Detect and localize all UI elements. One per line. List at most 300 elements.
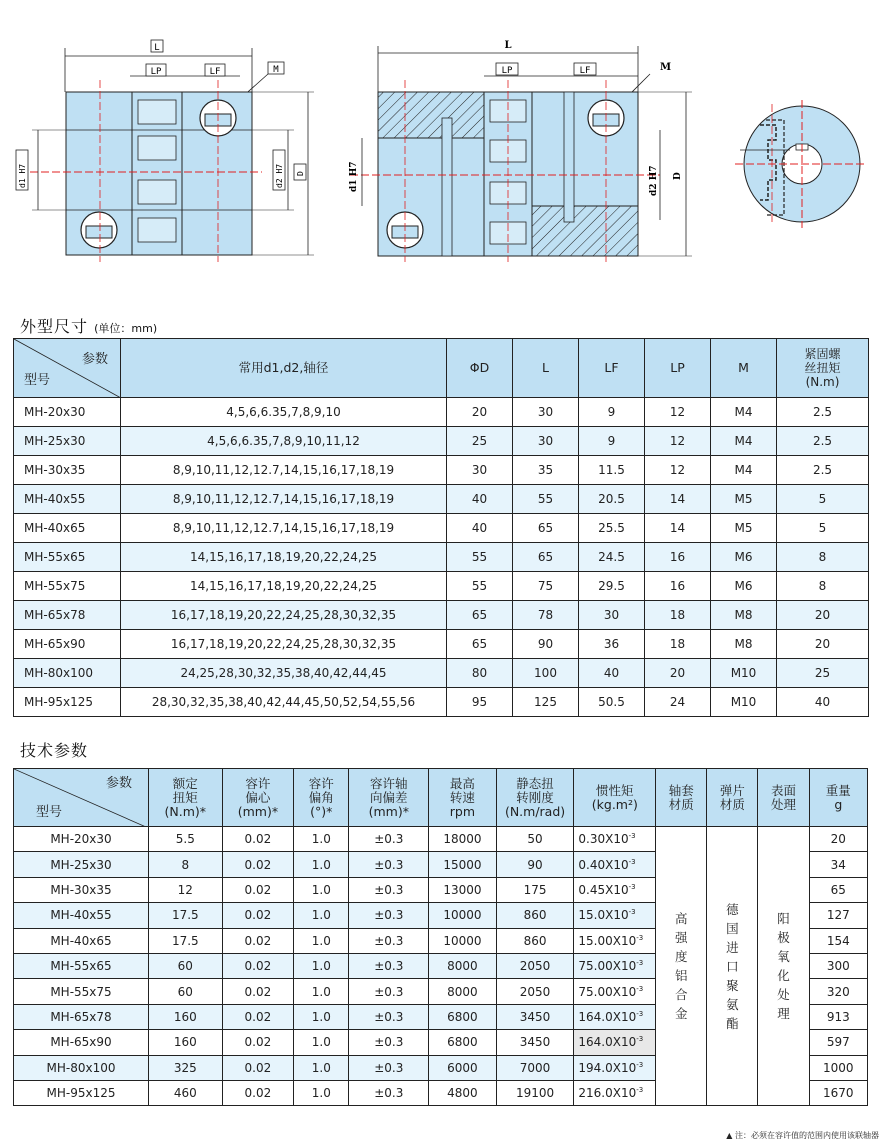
cell-rpm: 10000 [429,903,497,928]
header-line: 材质 [719,796,745,812]
cell-torque: 325 [149,1055,223,1080]
inertia-value: 0.40X10 [578,857,629,872]
cell-inertia [574,953,656,978]
tech-title: 技术参数 [20,741,89,760]
cell-ecc: 0.02 [222,928,294,953]
cell-model: MH-20x30 [14,827,149,852]
cell-weight: 913 [809,1004,867,1029]
header-line: 重量 [825,782,851,798]
header-line: 偏角 [308,789,334,805]
header-angle [294,769,349,827]
cell-D: 30 [447,456,513,485]
cell-ecc: 0.02 [222,903,294,928]
cell-model: MH-80x100 [14,1055,149,1080]
cell-rpm: 8000 [429,979,497,1004]
header-line: 静态扭 [516,775,554,791]
cell-model: MH-20x30 [14,398,121,427]
header-stiffness [496,769,574,827]
inertia-value: 75.00X10 [578,959,637,974]
header-hub-material [656,769,707,827]
cell-ang: 1.0 [294,827,349,852]
cell-model: MH-30x35 [14,877,149,902]
header-line: 惯性矩 [596,782,634,798]
cell-bore: 24,25,28,30,32,35,38,40,42,44,45 [121,659,447,688]
cell-model: MH-55x75 [14,572,121,601]
header-line: 容许轴 [370,775,408,791]
spider-material [707,827,758,1106]
cell-D: 40 [447,514,513,543]
cell-model: MH-25x30 [14,427,121,456]
header-line: 材质 [668,796,694,812]
table-row [14,427,869,456]
cell-bore: 4,5,6,6.35,7,8,9,10,11,12 [121,427,447,456]
cell-model: MH-65x78 [14,601,121,630]
usage-note: ▲ 注：必须在容许值的范围内使用该联轴器 [726,1131,879,1140]
cell-M: M5 [711,514,777,543]
table-row [14,601,869,630]
cell-LP: 12 [645,427,711,456]
cell-axial: ±0.3 [349,979,429,1004]
cell-weight: 20 [809,827,867,852]
cell-T: 2.5 [777,398,869,427]
cell-ang: 1.0 [294,903,349,928]
cell-weight: 300 [809,953,867,978]
inertia-value: 75.00X10 [578,984,637,999]
cell-weight: 1670 [809,1080,867,1105]
cell-ang: 1.0 [294,1055,349,1080]
cell-axial: ±0.3 [349,928,429,953]
header-line: (N.m)* [164,803,207,819]
header-rpm [429,769,497,827]
inertia-exponent: -3 [628,832,636,841]
cell-bore: 8,9,10,11,12,12.7,14,15,16,17,18,19 [121,514,447,543]
d1-M-label: M [273,65,279,75]
inertia-value: 15.0X10 [578,908,629,923]
technical-drawings [0,0,885,300]
cell-model: MH-55x65 [14,953,149,978]
cell-D: 80 [447,659,513,688]
table-row [14,688,869,717]
cell-model: MH-95x125 [14,688,121,717]
cell-ecc: 0.02 [222,1030,294,1055]
cell-model: MH-25x30 [14,852,149,877]
header-line: (mm)* [237,803,279,819]
inertia-exponent: -3 [636,1009,644,1018]
spider-material-text: 德国进口聚氨酯 [726,901,739,1031]
cell-T: 8 [777,543,869,572]
cell-inertia [574,1055,656,1080]
cell-D: 95 [447,688,513,717]
cell-ang: 1.0 [294,1004,349,1029]
header-inertia [574,769,656,827]
header-line: 扭矩 [172,789,198,805]
cell-inertia [574,852,656,877]
cell-inertia [574,979,656,1004]
cell-L: 35 [513,456,579,485]
hub-material [656,827,707,1106]
cell-bore: 28,30,32,35,38,40,42,44,45,50,52,54,55,56 [121,688,447,717]
cell-inertia [574,827,656,852]
cell-L: 55 [513,485,579,514]
hub-material-text: 高强度铝合金 [675,911,688,1022]
cell-D: 20 [447,398,513,427]
inertia-exponent: -3 [636,933,644,942]
header-weight [809,769,867,827]
cell-torque: 160 [149,1004,223,1029]
cell-M: M4 [711,398,777,427]
inertia-exponent: -3 [628,857,636,866]
cell-stiff: 90 [496,852,574,877]
coupling-section-view [349,40,692,262]
surface-treatment [758,827,809,1106]
cell-stiff: 175 [496,877,574,902]
cell-LF: 30 [579,601,645,630]
header-line: (mm)* [368,803,409,819]
cell-M: M6 [711,572,777,601]
header-eccentricity [222,769,294,827]
cell-T: 20 [777,601,869,630]
cell-torque: 5.5 [149,827,223,852]
cell-ang: 1.0 [294,953,349,978]
cell-ecc: 0.02 [222,877,294,902]
cell-bore: 8,9,10,11,12,12.7,14,15,16,17,18,19 [121,485,447,514]
header-axial [349,769,429,827]
cell-model: MH-40x65 [14,514,121,543]
cell-ecc: 0.02 [222,852,294,877]
cell-stiff: 860 [496,928,574,953]
cell-axial: ±0.3 [349,1004,429,1029]
d2-LP-label: LP [501,66,513,76]
cell-stiff: 3450 [496,1004,574,1029]
header-LP: LP [645,339,711,398]
cell-T: 2.5 [777,427,869,456]
cell-model: MH-55x75 [14,979,149,1004]
header-line: 最高 [449,775,475,791]
cell-rpm: 15000 [429,852,497,877]
d1-L-label: L [154,43,160,53]
cell-M: M4 [711,427,777,456]
cell-torque: 60 [149,979,223,1004]
tech-corner-param: 参数 [105,776,132,791]
table-row [14,543,869,572]
header-line: 向偏差 [370,789,408,805]
header-line: 转速 [449,789,475,805]
table-row [14,659,869,688]
table-row [14,398,869,427]
header-line: (kg.m²) [591,796,638,812]
cell-L: 30 [513,427,579,456]
tech-corner [14,769,149,827]
header-line: 处理 [771,796,797,812]
cell-L: 65 [513,514,579,543]
cell-ecc: 0.02 [222,1055,294,1080]
inertia-value: 0.30X10 [578,832,629,847]
cell-axial: ±0.3 [349,903,429,928]
cell-rpm: 18000 [429,827,497,852]
cell-ang: 1.0 [294,852,349,877]
cell-D: 55 [447,572,513,601]
cell-bore: 16,17,18,19,20,22,24,25,28,30,32,35 [121,630,447,659]
cell-model: MH-40x65 [14,928,149,953]
inertia-value: 194.0X10 [578,1060,637,1075]
cell-bore: 14,15,16,17,18,19,20,22,24,25 [121,572,447,601]
inertia-exponent: -3 [628,882,636,891]
cell-ang: 1.0 [294,1080,349,1105]
cell-model: MH-55x65 [14,543,121,572]
inertia-value: 216.0X10 [578,1086,637,1101]
cell-T: 5 [777,485,869,514]
cell-D: 40 [447,485,513,514]
cell-ang: 1.0 [294,1030,349,1055]
cell-axial: ±0.3 [349,827,429,852]
header-bore: 常用d1,d2,轴径 [121,339,447,398]
cell-LP: 12 [645,456,711,485]
cell-rpm: 6800 [429,1004,497,1029]
cell-M: M4 [711,456,777,485]
inertia-exponent: -3 [636,984,644,993]
inertia-exponent: -3 [636,959,644,968]
table-row [14,485,869,514]
cell-M: M5 [711,485,777,514]
header-screw-torque: 紧固螺 丝扭矩 (N.m) [777,339,869,398]
cell-bore: 16,17,18,19,20,22,24,25,28,30,32,35 [121,601,447,630]
header-line: 弹片 [719,782,745,798]
cell-stiff: 2050 [496,979,574,1004]
header-line: 偏心 [245,789,271,805]
cell-LP: 12 [645,398,711,427]
cell-LF: 25.5 [579,514,645,543]
cell-rpm: 10000 [429,928,497,953]
cell-axial: ±0.3 [349,877,429,902]
cell-inertia [574,903,656,928]
corner-param-label: 参数 [81,352,108,367]
cell-LP: 18 [645,630,711,659]
inertia-exponent: -3 [636,1035,644,1044]
cell-bore: 4,5,6,6.35,7,8,9,10 [121,398,447,427]
header-line: 容许 [308,775,334,791]
cell-model: MH-40x55 [14,903,149,928]
cell-torque: 17.5 [149,903,223,928]
cell-bore: 8,9,10,11,12,12.7,14,15,16,17,18,19 [121,456,447,485]
cell-bore: 14,15,16,17,18,19,20,22,24,25 [121,543,447,572]
cell-LF: 9 [579,398,645,427]
inertia-value: 164.0X10 [578,1009,637,1024]
d1-LF-label: LF [209,67,221,77]
header-surface [758,769,809,827]
cell-T: 20 [777,630,869,659]
table-row [14,572,869,601]
cell-ecc: 0.02 [222,979,294,1004]
inertia-exponent: -3 [636,1086,644,1095]
cell-T: 25 [777,659,869,688]
cell-M: M10 [711,688,777,717]
cell-rpm: 6000 [429,1055,497,1080]
tech-table [13,768,868,1106]
cell-torque: 460 [149,1080,223,1105]
cell-stiff: 3450 [496,1030,574,1055]
cell-model: MH-30x35 [14,456,121,485]
cell-model: MH-40x55 [14,485,121,514]
cell-LP: 14 [645,485,711,514]
cell-rpm: 4800 [429,1080,497,1105]
cell-inertia [574,1030,656,1055]
header-spider-material [707,769,758,827]
cell-LP: 18 [645,601,711,630]
cell-model: MH-65x90 [14,1030,149,1055]
cell-T: 8 [777,572,869,601]
cell-weight: 65 [809,877,867,902]
surface-treatment-text: 阳极氧化处理 [777,911,790,1022]
header-M: M [711,339,777,398]
cell-L: 90 [513,630,579,659]
cell-LF: 9 [579,427,645,456]
header-rated-torque [149,769,223,827]
cell-ang: 1.0 [294,877,349,902]
cell-M: M8 [711,601,777,630]
cell-T: 2.5 [777,456,869,485]
cell-LF: 36 [579,630,645,659]
cell-ecc: 0.02 [222,1080,294,1105]
cell-ecc: 0.02 [222,953,294,978]
header-line: (N.m/rad) [504,803,566,819]
inertia-exponent: -3 [628,908,636,917]
d1-d2-label: d2 H7 [275,163,284,188]
cell-L: 30 [513,398,579,427]
table-row [14,630,869,659]
cell-D: 65 [447,601,513,630]
d2-d2-label: d2 H7 [649,165,659,196]
d2-LF-label: LF [579,66,591,76]
d1-d1-label: d1 H7 [18,163,27,188]
cell-M: M8 [711,630,777,659]
cell-LP: 16 [645,572,711,601]
cell-inertia [574,877,656,902]
cell-LF: 40 [579,659,645,688]
d2-L-label: L [504,40,512,51]
cell-rpm: 6800 [429,1030,497,1055]
cell-torque: 12 [149,877,223,902]
cell-model: MH-65x90 [14,630,121,659]
d2-D-label: D [673,172,683,180]
cell-LF: 11.5 [579,456,645,485]
header-line: 轴套 [668,782,694,798]
cell-torque: 17.5 [149,928,223,953]
dimensions-table [13,338,869,717]
cell-torque: 160 [149,1030,223,1055]
cell-inertia [574,928,656,953]
cell-L: 65 [513,543,579,572]
cell-D: 65 [447,630,513,659]
cell-L: 78 [513,601,579,630]
cell-model: MH-95x125 [14,1080,149,1105]
header-line: 容许 [245,775,271,791]
header-LF: LF [579,339,645,398]
header-line: g [834,796,843,812]
coupling-end-view [735,100,866,228]
cell-model: MH-80x100 [14,659,121,688]
dimensions-title [20,314,157,337]
cell-axial: ±0.3 [349,852,429,877]
coupling-front-view [16,40,314,262]
inertia-exponent: -3 [636,1060,644,1069]
cell-M: M6 [711,543,777,572]
cell-weight: 127 [809,903,867,928]
header-D: ΦD [447,339,513,398]
cell-L: 100 [513,659,579,688]
cell-stiff: 50 [496,827,574,852]
cell-inertia [574,1004,656,1029]
cell-weight: 597 [809,1030,867,1055]
cell-T: 40 [777,688,869,717]
cell-weight: 34 [809,852,867,877]
d2-M-label: M [660,62,672,73]
tech-corner-model: 型号 [36,805,63,820]
cell-D: 25 [447,427,513,456]
cell-axial: ±0.3 [349,1080,429,1105]
header-line: 转刚度 [516,789,554,805]
inertia-value: 0.45X10 [578,882,629,897]
cell-stiff: 19100 [496,1080,574,1105]
cell-stiff: 7000 [496,1055,574,1080]
cell-L: 125 [513,688,579,717]
cell-rpm: 8000 [429,953,497,978]
cell-LF: 29.5 [579,572,645,601]
header-line: rpm [449,803,476,819]
cell-weight: 1000 [809,1055,867,1080]
cell-LF: 24.5 [579,543,645,572]
dimensions-corner [14,339,121,398]
cell-model: MH-65x78 [14,1004,149,1029]
cell-weight: 154 [809,928,867,953]
header-line: 额定 [172,775,198,791]
cell-LP: 16 [645,543,711,572]
cell-ecc: 0.02 [222,1004,294,1029]
cell-D: 55 [447,543,513,572]
dimensions-unit: (单位：mm) [94,322,158,335]
cell-inertia [574,1080,656,1105]
header-line: (°)* [310,803,333,819]
table-row [14,456,869,485]
cell-T: 5 [777,514,869,543]
cell-torque: 60 [149,953,223,978]
header-line: 表面 [771,782,797,798]
cell-ang: 1.0 [294,979,349,1004]
cell-torque: 8 [149,852,223,877]
cell-LF: 50.5 [579,688,645,717]
corner-model-label: 型号 [24,373,51,388]
inertia-value: 164.0X10 [578,1035,637,1050]
cell-stiff: 2050 [496,953,574,978]
cell-ang: 1.0 [294,928,349,953]
cell-L: 75 [513,572,579,601]
cell-ecc: 0.02 [222,827,294,852]
cell-axial: ±0.3 [349,1055,429,1080]
cell-LF: 20.5 [579,485,645,514]
cell-weight: 320 [809,979,867,1004]
table-row [14,514,869,543]
cell-LP: 20 [645,659,711,688]
cell-LP: 24 [645,688,711,717]
table-row [14,827,868,852]
cell-LP: 14 [645,514,711,543]
header-L: L [513,339,579,398]
cell-rpm: 13000 [429,877,497,902]
d1-D-label: D [296,171,305,176]
cell-axial: ±0.3 [349,953,429,978]
cell-M: M10 [711,659,777,688]
inertia-value: 15.00X10 [578,933,637,948]
d2-d1-label: d1 H7 [349,161,359,192]
